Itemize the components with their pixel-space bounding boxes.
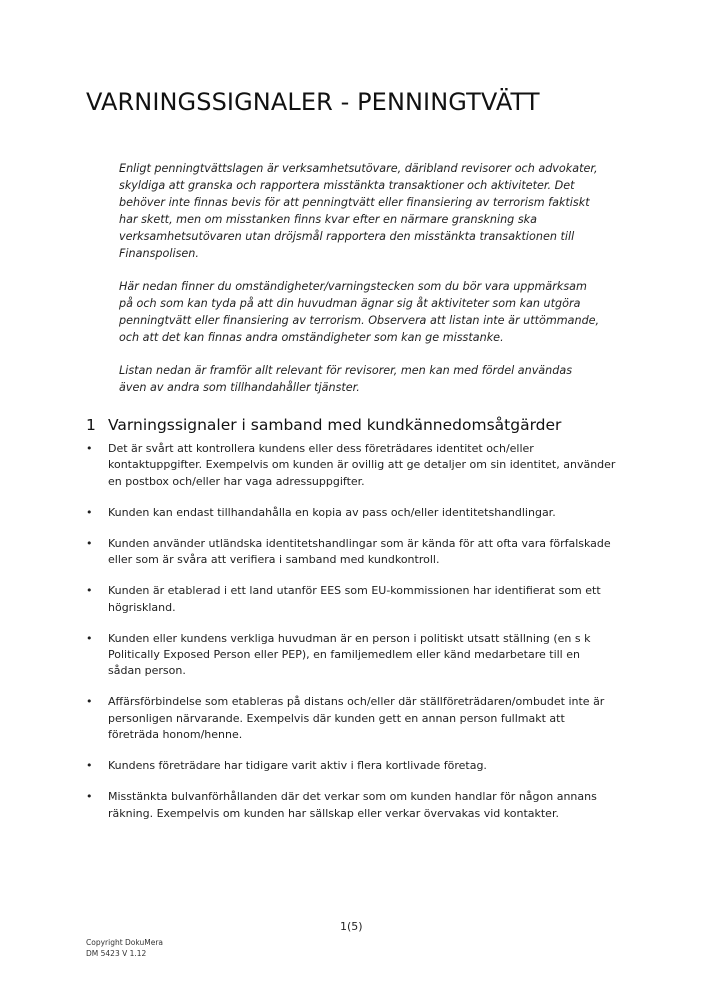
- list-item: [86, 441, 616, 490]
- document-title: VARNINGSSIGNALER - PENNINGTVÄTT: [86, 88, 540, 116]
- list-item-text: Kunden är etablerad i ett land utanför EES som EU-kommissionen har identifierat som ett högriskland.: [108, 584, 601, 614]
- warning-signal-list: [86, 441, 616, 837]
- list-item: [86, 583, 616, 616]
- footer: [86, 937, 163, 959]
- list-item: [86, 789, 616, 822]
- intro-paragraph: Listan nedan är framför allt relevant för revisorer, men kan med fördel användas även av andra som tillhandahåller tjänster.: [119, 364, 573, 394]
- list-item: [86, 631, 616, 680]
- page-number: 1(5): [340, 920, 363, 933]
- list-item-text: Det är svårt att kontrollera kundens eller dess företrädares identitet och/eller kontaktuppgifter. Exempelvis om kunden är ovillig att ge detaljer om sin identitet, använder en postbox och/eller har vaga adressuppgifter.: [108, 442, 616, 488]
- list-item-text: Kunden kan endast tillhandahålla en kopia av pass och/eller identitetshandlingar.: [108, 505, 556, 519]
- section-number: 1: [86, 416, 96, 434]
- bullet-icon: •: [86, 536, 93, 550]
- list-item: [86, 694, 616, 743]
- list-item-text: Misstänkta bulvanförhållanden där det verkar som om kunden handlar för någon annans räkning. Exempelvis om kunden har sällskap eller verkar övervakas vid kontakter.: [108, 790, 597, 820]
- list-item-text: Kunden eller kundens verkliga huvudman är en person i politiskt utsatt ställning (en s k Politically Exposed Person eller PEP), en familjemedlem eller känd medarbetare till en sådan person.: [108, 631, 591, 678]
- footer-copyright: Copyright DokuMera: [86, 938, 164, 947]
- list-item-text: Affärsförbindelse som etableras på distans och/eller där ställföreträdaren/ombudet inte är personligen närvarande. Exempelvis där kunden gett en annan person fullmakt att företräda honom/henne.: [108, 695, 605, 742]
- intro-paragraph: Här nedan finner du omständigheter/varningstecken som du bör vara uppmärksam på och som kan tyda på att din huvudman ägnar sig åt aktiviteter som kan utgöra penningtvätt eller finansiering av terrorism. Observera att listan inte är uttömmande, och att det kan finnas andra omständigheter som kan ge misstanke.: [119, 280, 600, 344]
- list-item-text: Kundens företrädare har tidigare varit aktiv i flera kortlivade företag.: [108, 759, 487, 773]
- bullet-icon: •: [86, 790, 93, 804]
- section-title: Varningssignaler i samband med kundkännedomsåtgärder: [108, 416, 562, 434]
- bullet-icon: •: [86, 584, 93, 598]
- list-item-text: Kunden använder utländska identitetshandlingar som är kända för att ofta vara förfalskade eller som är svåra att verifiera i samband med kundkontroll.: [108, 536, 611, 567]
- bullet-icon: •: [86, 631, 93, 645]
- intro-text: [119, 160, 601, 412]
- footer-doc-id: DM 5423 V 1.12: [86, 949, 147, 958]
- bullet-icon: •: [86, 759, 93, 773]
- bullet-icon: •: [86, 442, 93, 455]
- list-item: [86, 758, 616, 774]
- intro-paragraph: Enligt penningtvättslagen är verksamhetsutövare, däribland revisorer och advokater, skyldiga att granska och rapportera misstänkta transaktioner och aktiviteter. Det behöver inte finnas bevis för att penningtvätt eller finansiering av terrorism faktiskt har skett, men om misstanken finns kvar efter en närmare granskning ska verksamhetsutövaren utan dröjsmål rapportera den misstänkta transaktionen till Finanspolisen.: [119, 162, 598, 260]
- section-heading: [86, 416, 561, 434]
- bullet-icon: •: [86, 695, 93, 709]
- list-item: [86, 536, 616, 569]
- list-item: [86, 505, 616, 521]
- bullet-icon: •: [86, 505, 93, 519]
